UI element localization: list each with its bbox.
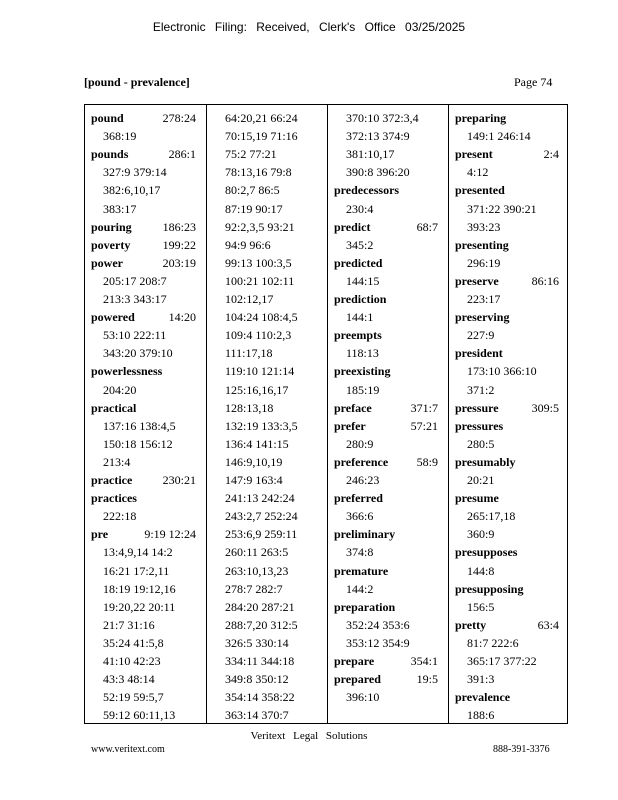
page-line-reference: 326:5 330:14 <box>225 635 289 650</box>
page-line-reference: 222:18 <box>103 509 137 524</box>
page-line-reference: 343:20 379:10 <box>103 346 173 361</box>
page-line-reference: 2:4 <box>543 147 559 162</box>
index-term: prepared <box>334 672 381 687</box>
page-line-reference: 41:10 42:23 <box>103 654 161 668</box>
page-line-reference: 13:4,9,14 14:2 <box>103 545 173 560</box>
page-line-reference: 144:8 <box>467 563 495 578</box>
page-line-reference: 371:22 390:21 <box>467 201 537 216</box>
page-line-reference: 327:9 379:14 <box>103 165 167 180</box>
page-line-reference: 52:19 59:5,7 <box>103 690 164 705</box>
page-line-reference: 150:18 156:12 <box>103 436 173 451</box>
page-line-reference: 383:17 <box>103 201 137 216</box>
index-term: poverty <box>91 237 131 252</box>
page-line-reference: 365:17 377:22 <box>467 654 537 668</box>
index-term: preface <box>334 400 372 415</box>
page-line-reference: 94:9 96:6 <box>225 237 271 252</box>
page-line-reference: 360:9 <box>467 527 495 542</box>
page-line-reference: 296:19 <box>467 255 501 270</box>
index-term: prepare <box>334 654 375 668</box>
page-line-reference: 136:4 141:15 <box>225 436 289 451</box>
index-term: predicted <box>334 255 383 270</box>
page-line-reference: 20:21 <box>467 473 495 487</box>
page-line-reference: 280:9 <box>346 436 374 451</box>
page-line-reference: 199:22 <box>162 237 196 252</box>
page-line-reference: 230:21 <box>162 473 196 487</box>
index-term: predecessors <box>334 183 400 198</box>
page-line-reference: 156:5 <box>467 599 495 614</box>
page-line-reference: 14:20 <box>168 310 196 325</box>
index-term: prefer <box>334 418 366 433</box>
page-line-reference: 345:2 <box>346 237 374 252</box>
page-line-reference: 173:10 366:10 <box>467 364 537 379</box>
page-line-reference: 371:7 <box>410 400 438 415</box>
index-range: [pound - prevalence] <box>84 75 190 89</box>
index-term: presumably <box>455 454 516 469</box>
page-line-reference: 349:8 350:12 <box>225 672 289 687</box>
index-term: prediction <box>334 292 387 306</box>
page-line-reference: 393:23 <box>467 219 501 234</box>
index-term: powered <box>91 310 135 325</box>
index-term: presented <box>455 183 505 198</box>
page-line-reference: 354:1 <box>410 654 438 668</box>
page-line-reference: 363:14 370:7 <box>225 708 289 723</box>
index-term: pressure <box>455 400 499 415</box>
page-line-reference: 132:19 133:3,5 <box>225 418 298 433</box>
page-line-reference: 280:5 <box>467 436 495 451</box>
word-index-table <box>84 104 568 724</box>
footer-phone: 888-391-3376 <box>493 744 550 755</box>
page-line-reference: 230:4 <box>346 201 374 216</box>
page-line-reference: 102:12,17 <box>225 292 274 306</box>
page-line-reference: 146:9,10,19 <box>225 454 283 469</box>
page-line-reference: 284:20 287:21 <box>225 599 295 614</box>
page-line-reference: 70:15,19 71:16 <box>225 129 298 144</box>
index-term: pounds <box>91 147 129 162</box>
page-line-reference: 144:1 <box>346 310 374 325</box>
index-term: pound <box>91 111 124 125</box>
index-term: presupposing <box>455 581 524 596</box>
page-line-reference: 128:13,18 <box>225 400 274 415</box>
index-term: preferred <box>334 491 383 506</box>
page-line-reference: 263:10,13,23 <box>225 563 289 578</box>
footer-website: www.veritext.com <box>91 744 165 755</box>
page-line-reference: 21:7 31:16 <box>103 617 155 632</box>
filing-header: Electronic Filing: Received, Clerk's Office 03/25/2025 <box>152 20 466 34</box>
index-term: practical <box>91 400 137 415</box>
index-term: pouring <box>91 219 132 234</box>
index-column-3 <box>327 105 448 723</box>
index-term: premature <box>334 563 389 578</box>
index-term: prevalence <box>455 690 511 705</box>
page-line-reference: 92:2,3,5 93:21 <box>225 219 295 234</box>
index-term: presume <box>455 491 499 506</box>
page-line-reference: 374:8 <box>346 545 374 560</box>
index-term: practice <box>91 473 133 487</box>
page-line-reference: 286:1 <box>168 147 196 162</box>
page-line-reference: 75:2 77:21 <box>225 147 277 162</box>
index-term: president <box>455 346 503 361</box>
page-line-reference: 109:4 110:2,3 <box>225 328 292 343</box>
page-line-reference: 241:13 242:24 <box>225 491 295 506</box>
page-line-reference: 19:20,22 20:11 <box>103 599 176 614</box>
page-line-reference: 391:3 <box>467 672 495 687</box>
page-line-reference: 147:9 163:4 <box>225 473 283 487</box>
index-term: preserving <box>455 310 510 325</box>
page-line-reference: 353:12 354:9 <box>346 635 410 650</box>
page-line-reference: 204:20 <box>103 382 137 397</box>
page-line-reference: 390:8 396:20 <box>346 165 410 180</box>
page-line-reference: 288:7,20 312:5 <box>225 617 298 632</box>
page-line-reference: 104:24 108:4,5 <box>225 310 298 325</box>
page-line-reference: 265:17,18 <box>467 509 516 524</box>
index-term: preexisting <box>334 364 391 379</box>
page-line-reference: 19:5 <box>416 672 438 687</box>
page-line-reference: 58:9 <box>416 454 438 469</box>
index-term: presupposes <box>455 545 518 560</box>
page-line-reference: 246:23 <box>346 473 380 487</box>
page-line-reference: 99:13 100:3,5 <box>225 255 292 270</box>
page-line-reference: 253:6,9 259:11 <box>225 527 298 542</box>
page-line-reference: 16:21 17:2,11 <box>103 563 170 578</box>
page-line-reference: 119:10 121:14 <box>225 364 295 379</box>
index-term: pre <box>91 527 109 542</box>
page-line-reference: 9:19 12:24 <box>144 527 196 542</box>
page-line-reference: 81:7 222:6 <box>467 635 519 650</box>
page-line-reference: 43:3 48:14 <box>103 672 155 687</box>
page-line-reference: 35:24 41:5,8 <box>103 635 164 650</box>
page-line-reference: 213:4 <box>103 454 131 469</box>
index-term: preference <box>334 454 389 469</box>
page-line-reference: 352:24 353:6 <box>346 617 410 632</box>
page-line-reference: 370:10 372:3,4 <box>346 111 419 125</box>
index-term: pretty <box>455 617 487 632</box>
page-line-reference: 223:17 <box>467 292 501 306</box>
index-term: preparing <box>455 111 507 125</box>
page-line-reference: 118:13 <box>346 346 379 361</box>
page-line-reference: 144:2 <box>346 581 374 596</box>
page-line-reference: 260:11 263:5 <box>225 545 289 560</box>
index-column-1 <box>85 105 206 723</box>
index-column-2 <box>206 105 327 723</box>
index-term: preempts <box>334 328 382 343</box>
page-line-reference: 188:6 <box>467 708 495 723</box>
page-line-reference: 227:9 <box>467 328 495 343</box>
index-term: powerlessness <box>91 364 163 379</box>
index-term: presenting <box>455 237 509 252</box>
page-line-reference: 278:7 282:7 <box>225 581 283 596</box>
page-line-reference: 125:16,16,17 <box>225 382 289 397</box>
page-line-reference: 68:7 <box>416 219 438 234</box>
page-line-reference: 382:6,10,17 <box>103 183 161 198</box>
page-line-reference: 205:17 208:7 <box>103 273 167 288</box>
index-term: power <box>91 255 123 270</box>
page-line-reference: 86:16 <box>531 273 559 288</box>
page-line-reference: 396:10 <box>346 690 380 705</box>
index-term: predict <box>334 219 371 234</box>
page-line-reference: 63:4 <box>537 617 559 632</box>
index-term: preserve <box>455 273 499 288</box>
index-term: present <box>455 147 493 162</box>
index-term: preparation <box>334 599 396 614</box>
page-line-reference: 185:19 <box>346 382 380 397</box>
page-line-reference: 368:19 <box>103 129 137 144</box>
page-line-reference: 186:23 <box>162 219 196 234</box>
index-column-4 <box>448 105 569 723</box>
page-line-reference: 354:14 358:22 <box>225 690 295 705</box>
page-line-reference: 366:6 <box>346 509 374 524</box>
index-term: pressures <box>455 418 504 433</box>
page-line-reference: 59:12 60:11,13 <box>103 708 176 723</box>
page-line-reference: 243:2,7 252:24 <box>225 509 298 524</box>
page-line-reference: 111:17,18 <box>225 346 273 361</box>
page-line-reference: 80:2,7 86:5 <box>225 183 280 198</box>
page-line-reference: 18:19 19:12,16 <box>103 581 176 596</box>
footer-company: Veritext Legal Solutions <box>250 730 368 742</box>
page-line-reference: 372:13 374:9 <box>346 129 410 144</box>
page-line-reference: 57:21 <box>410 418 438 433</box>
page-line-reference: 53:10 222:11 <box>103 328 167 343</box>
index-term: practices <box>91 491 137 506</box>
page-line-reference: 203:19 <box>162 255 196 270</box>
page-line-reference: 100:21 102:11 <box>225 273 295 288</box>
page-line-reference: 144:15 <box>346 273 380 288</box>
page-number: Page 74 <box>514 75 553 89</box>
page-line-reference: 78:13,16 79:8 <box>225 165 292 180</box>
page-line-reference: 64:20,21 66:24 <box>225 111 298 125</box>
page-line-reference: 309:5 <box>531 400 559 415</box>
page-line-reference: 213:3 343:17 <box>103 292 167 306</box>
page-line-reference: 334:11 344:18 <box>225 654 295 668</box>
page-line-reference: 137:16 138:4,5 <box>103 418 176 433</box>
page-line-reference: 371:2 <box>467 382 495 397</box>
page-line-reference: 278:24 <box>162 111 196 125</box>
index-term: preliminary <box>334 527 396 542</box>
page-line-reference: 149:1 246:14 <box>467 129 531 144</box>
page-line-reference: 4:12 <box>467 165 489 180</box>
page-line-reference: 87:19 90:17 <box>225 201 283 216</box>
page-line-reference: 381:10,17 <box>346 147 395 162</box>
